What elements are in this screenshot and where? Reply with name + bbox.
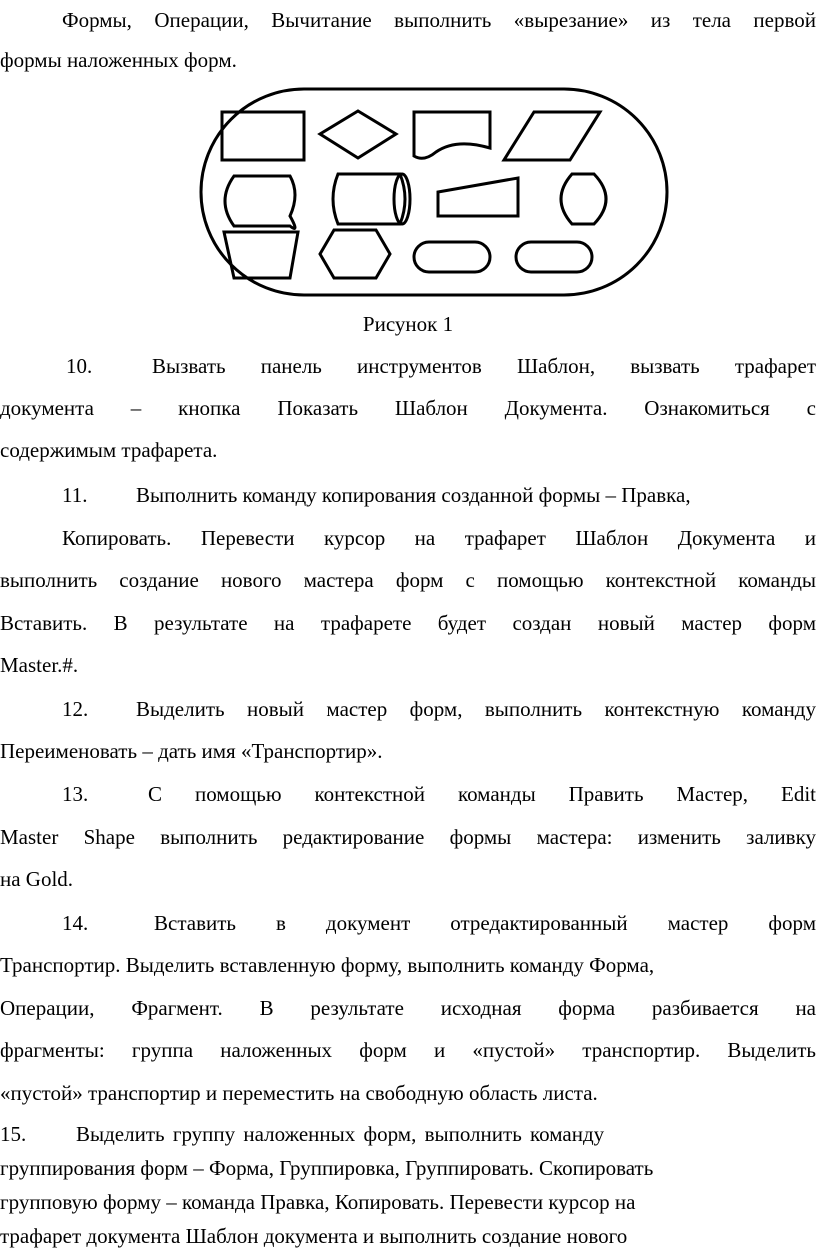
item-14-line-3: Операции, Фрагмент. В результате исходная форма разбивается на bbox=[0, 996, 816, 1020]
stadium-outline bbox=[201, 89, 667, 295]
item-14-line-5: «пустой» транспортир и переместить на свободную область листа. bbox=[0, 1081, 598, 1105]
item-10-line-3: содержимым трафарета. bbox=[0, 438, 218, 462]
item-13-line-3: на Gold. bbox=[0, 867, 74, 891]
intro-line-2: формы наложенных форм. bbox=[0, 48, 237, 72]
item-11-line-1 bbox=[62, 483, 816, 507]
item-text: Выделить новый мастер форм, выполнить контекстную команду bbox=[136, 697, 816, 721]
trapezoid-slant-shape bbox=[438, 178, 518, 216]
item-text: С помощью контекстной команды Править Мастер, Edit bbox=[148, 782, 816, 806]
document-shape bbox=[414, 112, 490, 158]
item-text: Вставить в документ отредактированный мастер форм bbox=[154, 911, 816, 935]
item-number: 11. bbox=[62, 483, 88, 507]
shapes-figure bbox=[198, 86, 670, 298]
rounded-left-block bbox=[225, 176, 295, 228]
item-text: Выделить группу наложенных форм, выполнить команду bbox=[76, 1122, 605, 1146]
item-number: 14. bbox=[62, 911, 89, 935]
item-14-line-2: Транспортир. Выделить вставленную форму, выполнить команду Форма, bbox=[0, 953, 655, 977]
item-15-line-4: трафарет документа Шаблон документа и выполнить создание нового bbox=[0, 1224, 628, 1248]
rounded-right-block bbox=[561, 174, 606, 224]
item-13-line-2: Master Shape выполнить редактирование формы мастера: изменить заливку bbox=[0, 825, 816, 849]
trapezoid-shape bbox=[224, 232, 298, 278]
pill-shape-1 bbox=[414, 242, 490, 272]
item-10-line-1 bbox=[66, 354, 816, 378]
parallelogram-shape bbox=[504, 112, 600, 160]
rectangle-shape bbox=[222, 112, 304, 160]
item-number: 13. bbox=[62, 782, 89, 806]
item-11-line-2: Копировать. Перевести курсор на трафарет Шаблон Документа и bbox=[62, 526, 816, 550]
item-15-line-2: группирования форм – Форма, Группировка, Группировать. Скопировать bbox=[0, 1156, 654, 1180]
item-10-line-2: документа – кнопка Показать Шаблон Документа. Ознакомиться с bbox=[0, 396, 816, 420]
intro-line-1: Формы, Операции, Вычитание выполнить «вырезание» из тела первой bbox=[62, 8, 816, 32]
pill-shape-2 bbox=[516, 242, 592, 272]
item-13-line-1 bbox=[62, 782, 816, 806]
diamond-shape bbox=[320, 111, 396, 158]
hexagon-shape bbox=[320, 230, 390, 278]
figure-caption: Рисунок 1 bbox=[362, 312, 454, 336]
item-number: 15. bbox=[0, 1122, 27, 1146]
item-number: 12. bbox=[62, 697, 89, 721]
item-15-line-1 bbox=[0, 1122, 816, 1146]
item-12-line-2: Переименовать – дать имя «Транспортир». bbox=[0, 739, 383, 763]
item-text: Выполнить команду копирования созданной формы – Правка, bbox=[136, 483, 691, 507]
item-12-line-1 bbox=[62, 697, 816, 721]
item-15-line-3: групповую форму – команда Правка, Копировать. Перевести курсор на bbox=[0, 1190, 636, 1214]
item-number: 10. bbox=[66, 354, 93, 378]
item-11-line-3: выполнить создание нового мастера форм с помощью контекстной команды bbox=[0, 568, 816, 592]
item-14-line-4: фрагменты: группа наложенных форм и «пустой» транспортир. Выделить bbox=[0, 1038, 816, 1062]
item-text: Вызвать панель инструментов Шаблон, вызвать трафарет bbox=[152, 354, 816, 378]
item-11-line-5: Master.#. bbox=[0, 653, 79, 677]
item-14-line-1 bbox=[62, 911, 816, 935]
item-11-line-4: Вставить. В результате на трафарете будет создан новый мастер форм bbox=[0, 611, 816, 635]
